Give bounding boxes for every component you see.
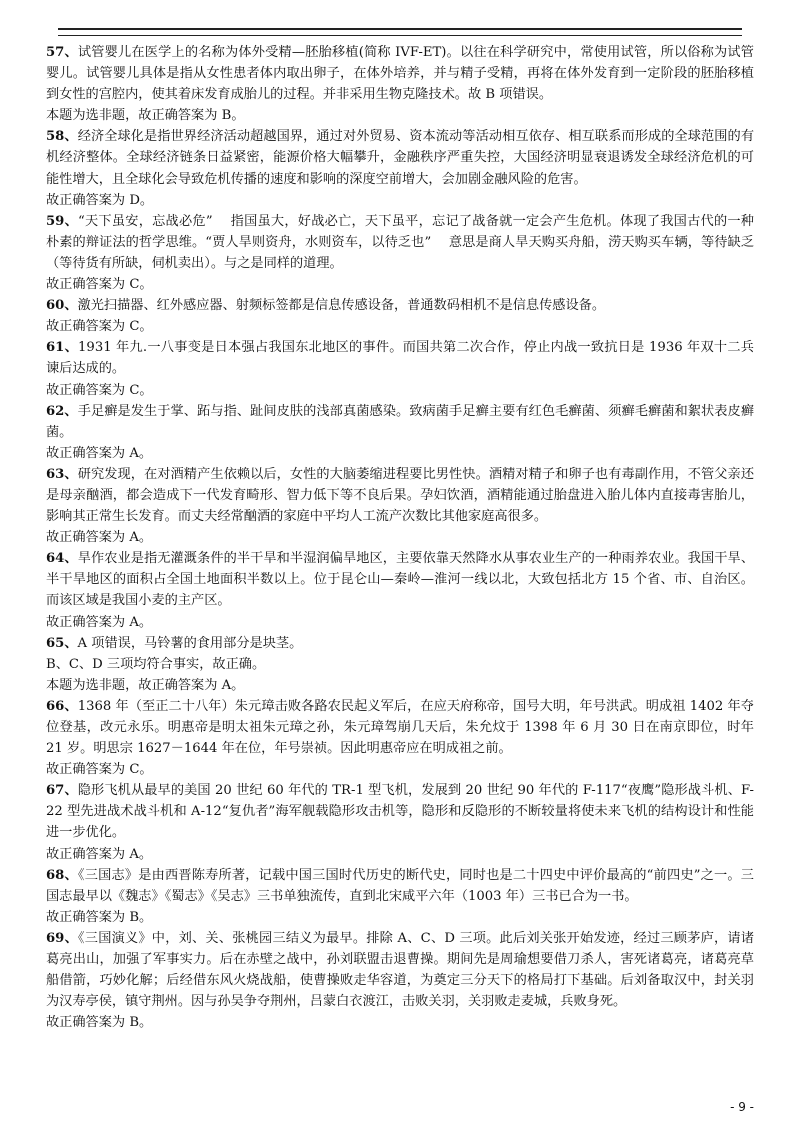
question-explanation xyxy=(46,696,754,759)
answer-line: 故正确答案为 A。 xyxy=(46,846,153,862)
answer-line: 故正确答案为 A。 xyxy=(46,445,153,461)
question-number: 58、 xyxy=(46,129,78,145)
answer-line: 故正确答案为 A。 xyxy=(46,614,153,630)
answer-explanations xyxy=(46,42,754,1033)
answer-line: 本题为选非题，故正确答案为 A。 xyxy=(46,677,245,693)
question-number: 63、 xyxy=(46,466,78,482)
answer-line: 故正确答案为 C。 xyxy=(46,277,153,293)
page-number: - 9 - xyxy=(730,1100,754,1114)
question-explanation xyxy=(46,464,754,527)
answer-line: 故正确答案为 B。 xyxy=(46,1015,153,1031)
explanation-text: 1931 年九.一八事变是日本强占我国东北地区的事件。而国共第二次合作，停止内战一致抗日是 1936 年双十二兵谏后达成的。 xyxy=(46,340,754,377)
question-explanation xyxy=(46,42,754,105)
question-explanation xyxy=(46,295,754,316)
answer-line: 故正确答案为 C。 xyxy=(46,319,153,335)
question-number: 61、 xyxy=(46,340,79,356)
explanation-text: 手足癣是发生于掌、跖与指、趾间皮肤的浅部真菌感染。致病菌手足癣主要有红色毛癣菌、须癣毛癣菌和絮状表皮癣菌。 xyxy=(46,403,755,440)
question-explanation xyxy=(46,780,754,843)
question-number: 57、 xyxy=(46,45,78,60)
explanation-text: 《三国志》是由西晋陈寿所著，记载中国三国时代历史的断代史，同时也是二十四史中评价最高的“前四史”之一。三国志最早以《魏志》《蜀志》《吴志》三书单独流传，直到北宋咸平六年（1003 年）三书已合为一书。 xyxy=(46,867,754,904)
answer-line: 故正确答案为 C。 xyxy=(46,382,153,398)
question-explanation xyxy=(46,126,754,189)
question-number: 68、 xyxy=(46,867,78,883)
explanation-text: 试管婴儿在医学上的名称为体外受精—胚胎移植(简称 IVF-ET)。以往在科学研究中，常使用试管，所以俗称为试管婴儿。试管婴儿具体是指从女性患者体内取出卵子，在体外培养，并与精子受精，再将在体外发育到一定阶段的胚胎移植到女性的宫腔内，使其着床发育成胎儿的过程。并非采用生物克隆技术。故 B 项错误。 xyxy=(46,45,754,103)
explanation-text: A 项错误，马铃薯的食用部分是块茎。 xyxy=(77,635,303,651)
question-explanation xyxy=(46,211,754,274)
question-number: 65、 xyxy=(46,635,78,651)
answer-line: 故正确答案为 B。 xyxy=(46,909,153,925)
answer-line: 本题为选非题，故正确答案为 B。 xyxy=(46,108,245,124)
question-number: 59、 xyxy=(46,213,79,229)
explanation-text: 激光扫描器、红外感应器、射频标签都是信息传感设备，普通数码相机不是信息传感设备。 xyxy=(77,298,606,314)
answer-line: B、C、D 三项均符合事实，故正确。 xyxy=(46,656,266,672)
explanation-text: 经济全球化是指世界经济活动超越国界，通过对外贸易、资本流动等活动相互依存、相互联系而形成的全球范围的有机经济整体。全球经济链条日益紧密，能源价格大幅攀升，金融秩序严重失控，大国经济明显衰退诱发全球经济危机的可能性增大，且全球化会导致危机传播的速度和影响的深度空前增大，会加剧金融风险的危害。 xyxy=(46,129,755,187)
explanation-text: 《三国演义》中，刘、关、张桃园三结义为最早。排除 A、C、D 三项。此后刘关张开始发迹，经过三顾茅庐，请诸葛亮出山，加强了军事实力。后在赤壁之战中，孙刘联盟击退曹操。期间先是周瑜想要借刀杀人，害死诸葛亮，诸葛亮草船借箭，巧妙化解；后经借东风火烧战船，使曹操败走华容道，为奠定三分天下的格局打下基础。后刘备取汉中，封关羽为汉寿亭侯，镇守荆州。因与孙吴争夺荆州，吕蒙白衣渡江，击败关羽，关羽败走麦城，兵败身死。 xyxy=(46,930,755,1010)
question-number: 69、 xyxy=(46,930,78,946)
question-number: 62、 xyxy=(46,403,78,419)
explanation-text: 隐形飞机从最早的美国 20 世纪 60 年代的 TR-1 型飞机，发展到 20 世纪 90 年代的 F-117“夜鹰”隐形战斗机、F-22 型先进战术战斗机和 A-12“复仇者”海军舰载隐形攻击机等，隐形和反隐形的不断较量将使未来飞机的结构设计和性能进一步优化。 xyxy=(46,783,755,841)
explanation-text: “天下虽安，忘战必危” 指国虽大，好战必亡，天下虽平，忘记了战备就一定会产生危机。体现了我国古代的一种朴素的辩证法的哲学思维。“贾人旱则资舟，水则资车，以待乏也” 意思是商人旱天购买舟船，涝天购买车辆，等待缺乏（等待货有所缺，伺机卖出）。与之是同样的道理。 xyxy=(46,213,754,271)
question-number: 60、 xyxy=(46,298,78,314)
answer-line: 故正确答案为 C。 xyxy=(46,762,153,778)
header-rule xyxy=(58,28,742,36)
question-explanation xyxy=(46,401,754,443)
answer-line: 故正确答案为 D。 xyxy=(46,192,154,208)
question-number: 67、 xyxy=(46,783,78,799)
question-explanation xyxy=(46,928,754,1012)
question-explanation xyxy=(46,548,754,611)
answer-line: 故正确答案为 A。 xyxy=(46,530,153,546)
question-explanation xyxy=(46,865,754,907)
explanation-text: 旱作农业是指无灌溉条件的半干旱和半湿润偏旱地区，主要依靠天然降水从事农业生产的一种雨养农业。我国干旱、半干旱地区的面积占全国土地面积半数以上。位于昆仑山—秦岭—淮河一线以北，大致包括北方 15 个省、市、自治区。而该区域是我国小麦的主产区。 xyxy=(46,551,755,609)
question-number: 64、 xyxy=(46,551,78,567)
question-number: 66、 xyxy=(46,698,78,714)
question-explanation xyxy=(46,337,754,379)
question-explanation xyxy=(46,633,754,654)
explanation-text: 研究发现，在对酒精产生依赖以后，女性的大脑萎缩进程要比男性快。酒精对精子和卵子也有毒副作用，不管父亲还是母亲酗酒，都会造成下一代发育畸形、智力低下等不良后果。孕妇饮酒，酒精能通过胎盘进入胎儿体内直接毒害胎儿，影响其正常生长发育。而丈夫经常酗酒的家庭中平均人工流产次数比其他家庭高很多。 xyxy=(46,466,755,525)
explanation-text: 1368 年（至正二十八年）朱元璋击败各路农民起义军后，在应天府称帝，国号大明，年号洪武。明成祖 1402 年夺位登基，改元永乐。明惠帝是明太祖朱元璋之孙，朱元璋驾崩几天后，朱允炆于 1398 年 6 月 30 日在南京即位，时年 21 岁。明思宗 1627－1644 年在位，年号崇祯。因此明惠帝应在明成祖之前。 xyxy=(46,698,754,757)
